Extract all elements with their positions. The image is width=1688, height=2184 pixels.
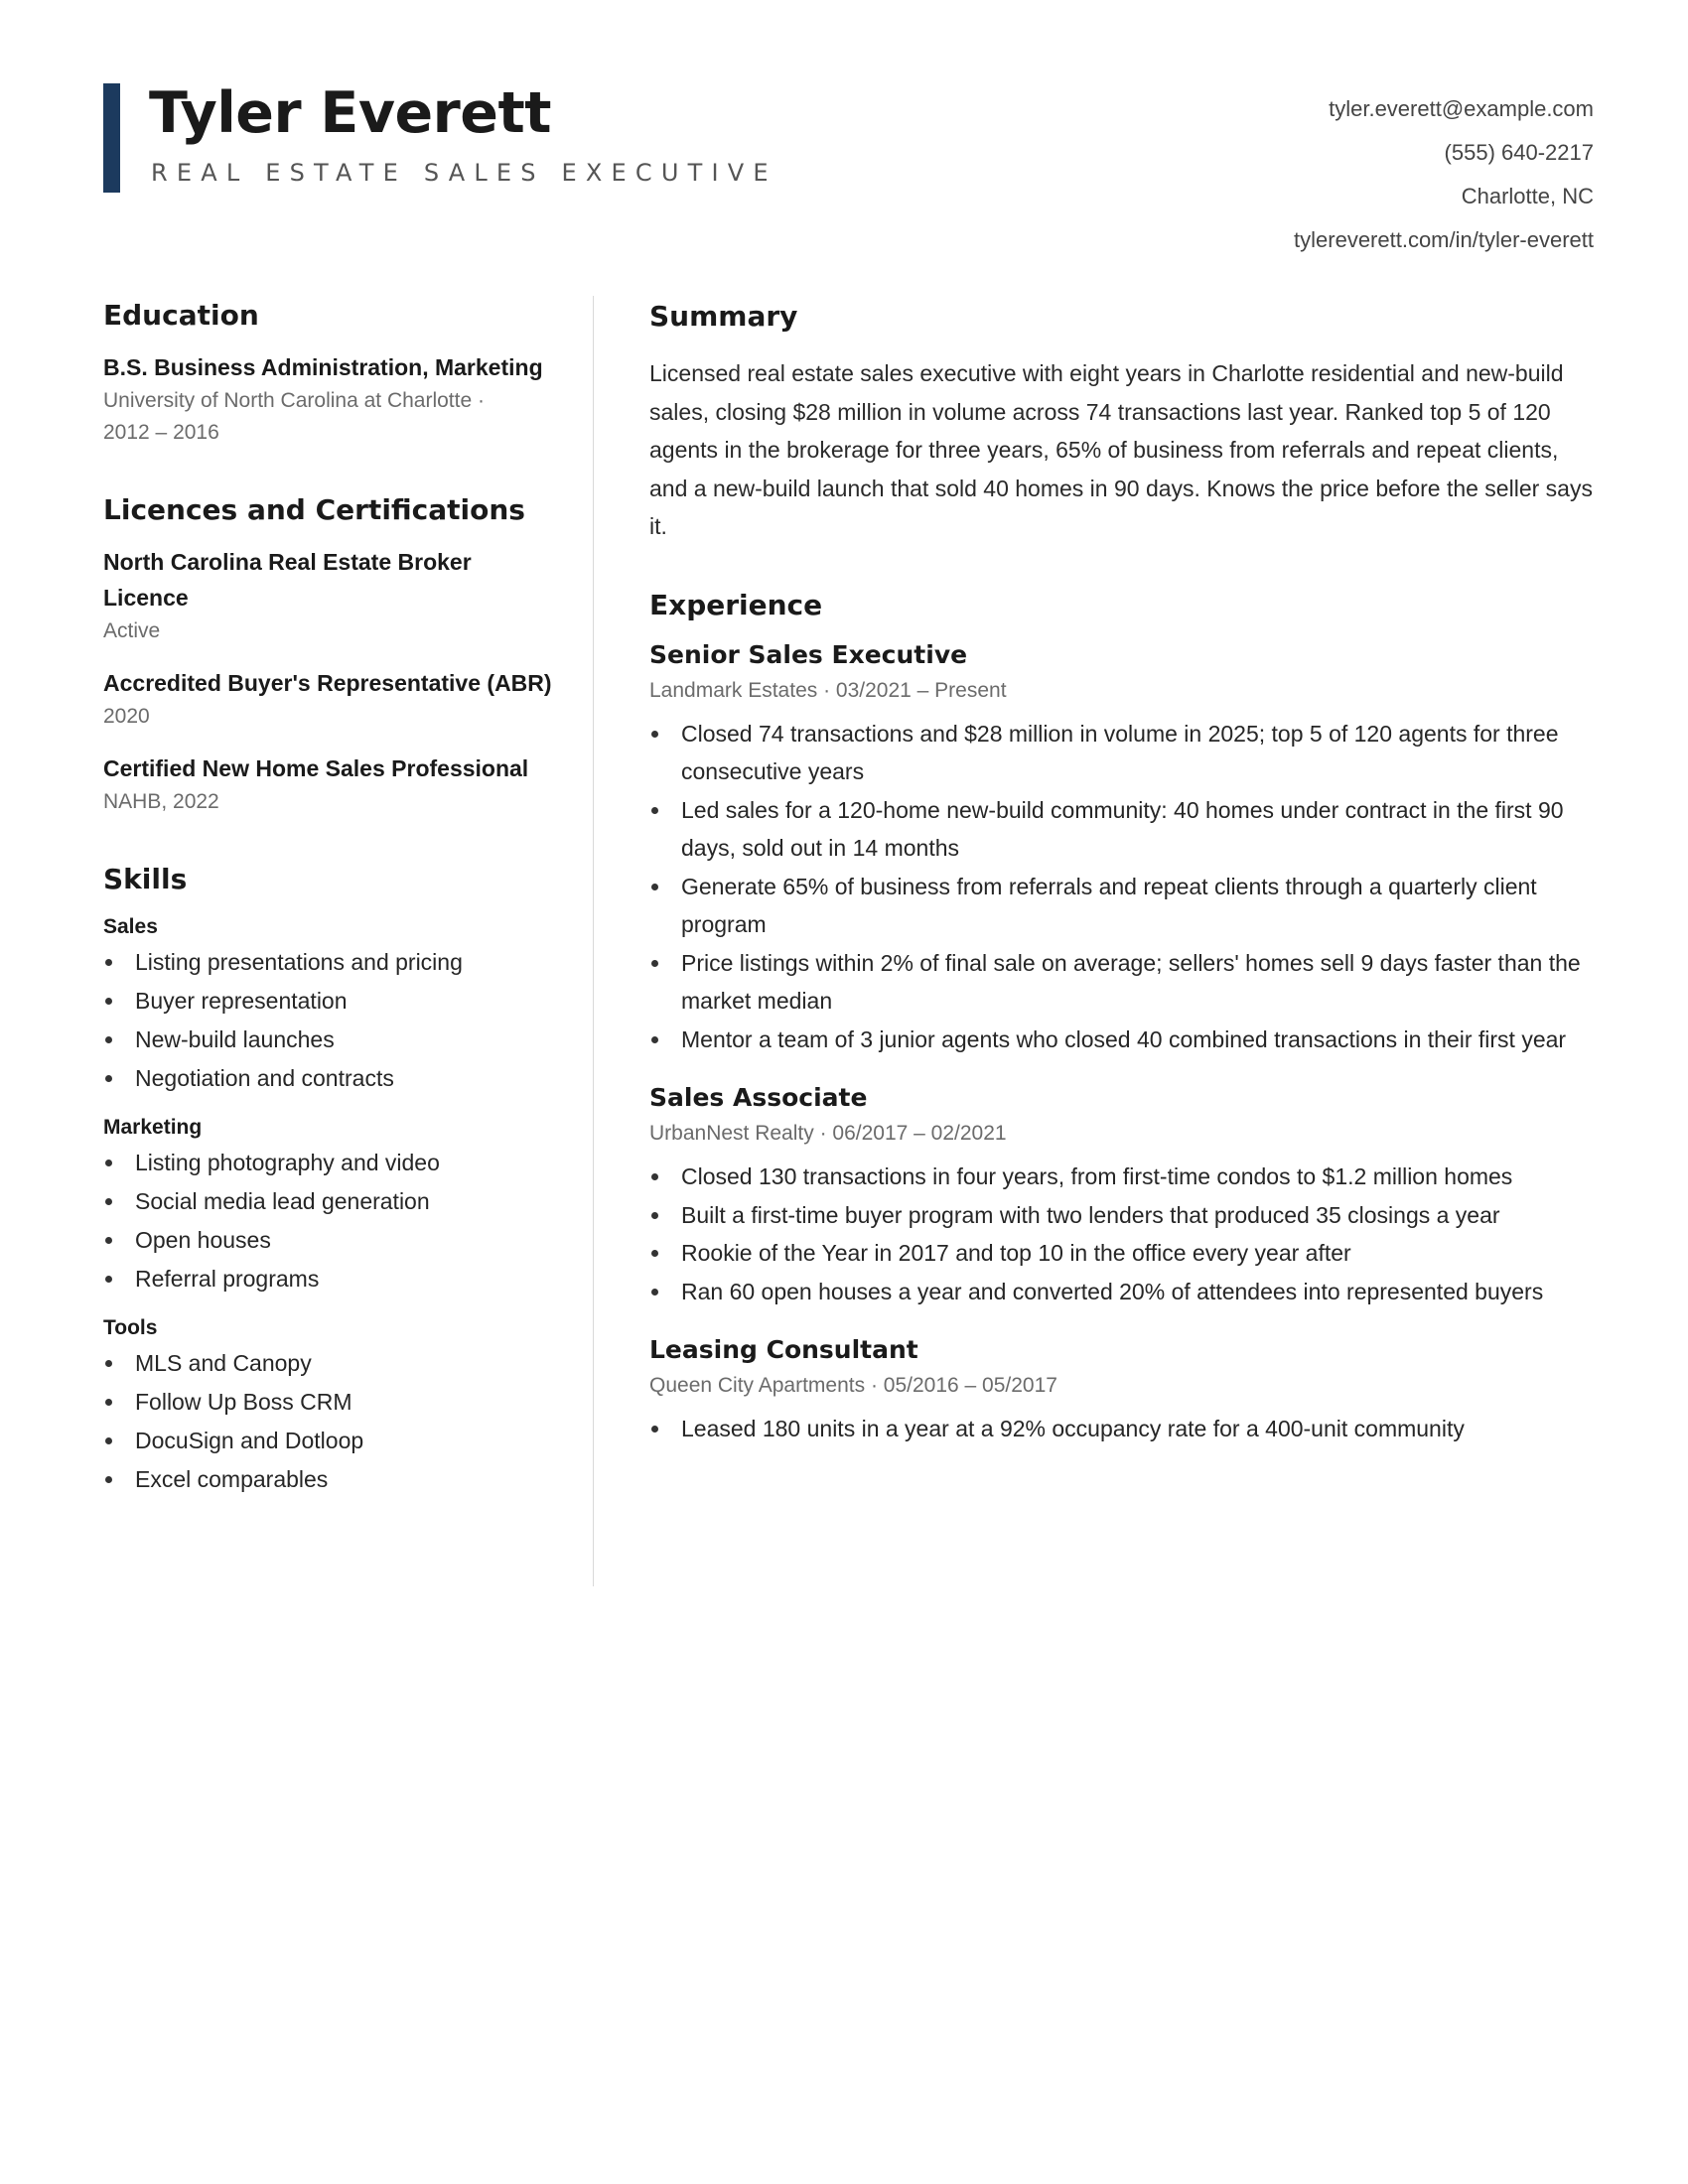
job-bullet: Leased 180 units in a year at a 92% occupancy rate for a 400-unit community: [649, 1410, 1595, 1448]
skills-section: [103, 858, 560, 1499]
job-bullets: [649, 715, 1595, 1059]
job-entry: [649, 637, 1595, 1059]
job-bullet: Price listings within 2% of final sale on average; sellers' homes sell 9 days faster than the market median: [649, 944, 1595, 1021]
job-entry: [649, 1332, 1595, 1448]
skill-item: Excel comparables: [103, 1460, 560, 1499]
education-school: University of North Carolina at Charlotte ·: [103, 389, 485, 412]
bullet-dot: [651, 731, 658, 738]
bullet-dot: [105, 959, 112, 966]
cert-item: [103, 751, 560, 818]
bullet-dot: [105, 1237, 112, 1244]
certifications-section: [103, 488, 560, 818]
contact-website: tylereverett.com/in/tyler-everett: [1294, 227, 1594, 252]
section-title-experience: Experience: [649, 588, 823, 621]
bullet-dot: [105, 1036, 112, 1043]
cert-name: Certified New Home Sales Professional: [103, 755, 529, 781]
bullet-dot: [651, 1036, 658, 1043]
skill-list: [103, 1144, 560, 1298]
bullet-dot: [105, 1437, 112, 1444]
skill-group: [103, 911, 560, 1098]
candidate-name: Tyler Everett: [149, 80, 551, 146]
skill-item: Negotiation and contracts: [103, 1059, 560, 1098]
cert-meta: NAHB, 2022: [103, 790, 219, 813]
bullet-dot: [651, 1173, 658, 1180]
job-bullets: [649, 1158, 1595, 1310]
cert-item: [103, 544, 560, 647]
job-bullet: Generate 65% of business from referrals and repeat clients through a quarterly client program: [649, 868, 1595, 944]
education-section: [103, 294, 560, 449]
summary-section: [649, 295, 1595, 546]
bullet-dot: [105, 998, 112, 1005]
job-bullet: Mentor a team of 3 junior agents who closed 40 combined transactions in their first year: [649, 1021, 1595, 1059]
skill-item: Referral programs: [103, 1260, 560, 1298]
job-entry: [649, 1080, 1595, 1310]
cert-meta: 2020: [103, 705, 150, 728]
job-title: Sales Associate: [649, 1083, 868, 1112]
section-title-certifications: Licences and Certifications: [103, 493, 525, 526]
summary-text: Licensed real estate sales executive with eight years in Charlotte residential and new-build sales, closing $28 million in volume across 74 transactions last year. Ranked top 5 of 120 agents in the brokerage for three years, 65% of business from referrals and repeat clients, and a new-build launch that sold 40 homes in 90 days. Knows the price before the seller says it.: [649, 360, 1593, 539]
skill-item: Listing presentations and pricing: [103, 943, 560, 982]
job-bullet: Closed 130 transactions in four years, from first-time condos to $1.2 million homes: [649, 1158, 1595, 1196]
job-bullet: Rookie of the Year in 2017 and top 10 in the office every year after: [649, 1234, 1595, 1273]
skill-group: [103, 1312, 560, 1499]
bullet-dot: [105, 1360, 112, 1367]
section-title-summary: Summary: [649, 300, 798, 333]
bullet-dot: [105, 1075, 112, 1082]
cert-meta: Active: [103, 619, 161, 642]
skill-item: Open houses: [103, 1221, 560, 1260]
section-title-education: Education: [103, 299, 259, 332]
education-years: 2012 – 2016: [103, 421, 219, 444]
bullet-dot: [651, 884, 658, 890]
skill-list: [103, 943, 560, 1098]
bullet-dot: [651, 1426, 658, 1433]
bullet-dot: [651, 807, 658, 814]
skill-group-title: Sales: [103, 915, 158, 938]
bullet-dot: [651, 960, 658, 967]
bullet-dot: [651, 1212, 658, 1219]
job-bullet: Closed 74 transactions and $28 million in volume in 2025; top 5 of 120 agents for three consecutive years: [649, 715, 1595, 791]
bullet-dot: [651, 1250, 658, 1257]
skill-item: Listing photography and video: [103, 1144, 560, 1182]
skill-group: [103, 1112, 560, 1298]
left-column: [103, 294, 560, 1499]
job-meta: UrbanNest Realty · 06/2017 – 02/2021: [649, 1122, 1007, 1145]
job-bullet: Built a first-time buyer program with two lenders that produced 35 closings a year: [649, 1196, 1595, 1235]
bullet-dot: [105, 1276, 112, 1283]
bullet-dot: [105, 1476, 112, 1483]
candidate-role: REAL ESTATE SALES EXECUTIVE: [151, 159, 777, 187]
cert-item: [103, 665, 560, 733]
contact-phone: (555) 640-2217: [1444, 140, 1594, 165]
job-bullet: Led sales for a 120-home new-build community: 40 homes under contract in the first 90 days, sold out in 14 months: [649, 791, 1595, 868]
job-title: Leasing Consultant: [649, 1335, 918, 1364]
contact-location: Charlotte, NC: [1461, 184, 1594, 208]
job-title: Senior Sales Executive: [649, 639, 968, 669]
skill-group-title: Marketing: [103, 1116, 203, 1139]
skill-item: Social media lead generation: [103, 1182, 560, 1221]
right-column: [649, 295, 1595, 1448]
section-title-skills: Skills: [103, 863, 188, 895]
skill-list: [103, 1344, 560, 1499]
education-degree: B.S. Business Administration, Marketing: [103, 354, 543, 380]
skill-item: New-build launches: [103, 1021, 560, 1059]
job-meta: Queen City Apartments · 05/2016 – 05/2017: [649, 1374, 1057, 1397]
job-meta: Landmark Estates · 03/2021 – Present: [649, 678, 1007, 702]
bullet-dot: [105, 1399, 112, 1406]
contact-email: tyler.everett@example.com: [1329, 96, 1594, 121]
column-divider: [593, 296, 594, 1586]
contact-info: [1294, 87, 1594, 262]
job-bullet: Ran 60 open houses a year and converted 20% of attendees into represented buyers: [649, 1273, 1595, 1311]
bullet-dot: [105, 1160, 112, 1166]
cert-name: Accredited Buyer's Representative (ABR): [103, 670, 552, 696]
header-accent-bar: [103, 83, 120, 193]
skill-group-title: Tools: [103, 1316, 158, 1339]
job-bullets: [649, 1410, 1595, 1448]
bullet-dot: [651, 1289, 658, 1296]
experience-section: [649, 584, 1595, 1448]
skill-item: MLS and Canopy: [103, 1344, 560, 1383]
bullet-dot: [105, 1198, 112, 1205]
skill-item: DocuSign and Dotloop: [103, 1422, 560, 1460]
cert-name: North Carolina Real Estate Broker Licence: [103, 549, 472, 611]
skill-item: Buyer representation: [103, 982, 560, 1021]
skill-item: Follow Up Boss CRM: [103, 1383, 560, 1422]
